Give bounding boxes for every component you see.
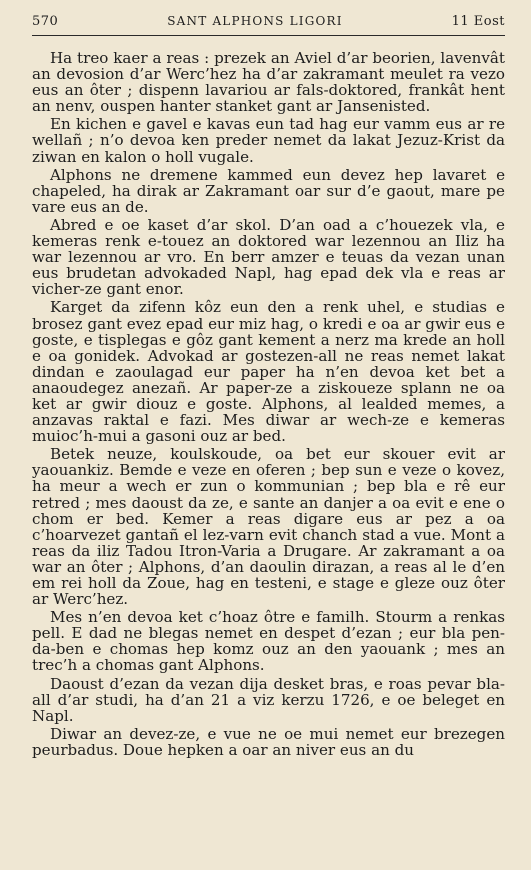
body-text (32, 50, 509, 758)
paragraph: Betek neuze, koulskoude, oa bet eur skouer evit ar yaouankiz. Bemde e veze en oferen ; bep sun e veze o kovez, ha meur a wech er zun o kommunian ; bep bla e rê eur retred ; mes daoust da ze, e sante an danjer a oa evit e ene o chom er bed. Kemer a reas digare eus ar pez a oa c’hoarvezet gantañ el lez-varn evit chanch stad a vue. Mont a reas da iliz Tadou Itron-Varia a Drugare. Ar zakramant a oa war an ôter ; Alphons, d’an daoulin dirazan, a reas al le d’en em rei holl da Zoue, hag en testeni, e stage e gleze ouz ôter ar Werc’hez. (32, 445, 505, 609)
paragraph: Karget da zifenn kôz eun den a renk uhel, e studias e brosez gant evez epad eur miz hag, o kredi e oa ar gwir eus e goste, e tisplegas e gôz gant kement a nerz ma krede an holl e oa gonidek. Advokad ar gostezen-all ne reas nemet lakat dindan e zaoulagad eur paper ha n’en devoa ket bet a anaoudegez anezañ. Ar paper-ze a ziskoueze splann ne oa ket ar gwir diouz e goste. Alphons, al lealded memes, a anzavas raktal e fazi. Mes diwar ar wech-ze e kemeras muioc’h-mui a gasoni ouz ar bed. (32, 298, 505, 446)
paragraph: Alphons ne dremene kammed eun devez hep lavaret e chapeled, ha dirak ar Zakramant oar sur d’e gaout, mare pe vare eus an de. (32, 165, 505, 216)
paragraph: Ha treo kaer a reas : prezek an Aviel d’ar beorien, lavenvât an devosion d’ar Werc’hez ha d’ar zakramant meulet ra vezo eus an ôter ; dispenn lavariou ar fals-doktored, frankât hent an nenv, ouspen hanter stanket gant ar Jansenisted. (32, 49, 505, 116)
paragraph: Daoust d’ezan da vezan dija desket bras, e roas pevar bla-all d’ar studi, ha d’an 21 a viz kerzu 1726, e oe beleget en Napl. (32, 674, 505, 725)
paragraph: En kichen e gavel e kavas eun tad hag eur vamm eus ar re wellañ ; n’o devoa ken preder nemet da lakat Jezuz-Krist da ziwan en kalon o holl vugale. (32, 115, 505, 166)
paragraph: Abred e oe kaset d’ar skol. D’an oad a c’houezek vla, e kemeras renk e-touez an doktored war lezennou an Iliz ha war lezennou ar vro. En berr amzer e teuas da vezan unan eus brudetan advokaded Napl, hag epad dek vla e reas ar vicher-ze gant enor. (32, 215, 505, 299)
running-header (32, 14, 505, 36)
paragraph: Mes n’en devoa ket c’hoaz ôtre e familh. Stourm a renkas pell. E dad ne blegas nemet en despet d’ezan ; eur bla pen-da-ben e chomas hep komz ouz an den yaouank ; mes an trec’h a chomas gant Alphons. (32, 608, 505, 675)
page-number: 570 (32, 14, 59, 29)
paragraph: Diwar an devez-ze, e vue ne oe mui nemet eur brezegen peurbadus. Doue hepken a oar an niver eus an du (32, 724, 505, 759)
header-date: 11 Eost (451, 14, 505, 29)
running-title: SANT ALPHONS LIGORI (167, 14, 343, 28)
